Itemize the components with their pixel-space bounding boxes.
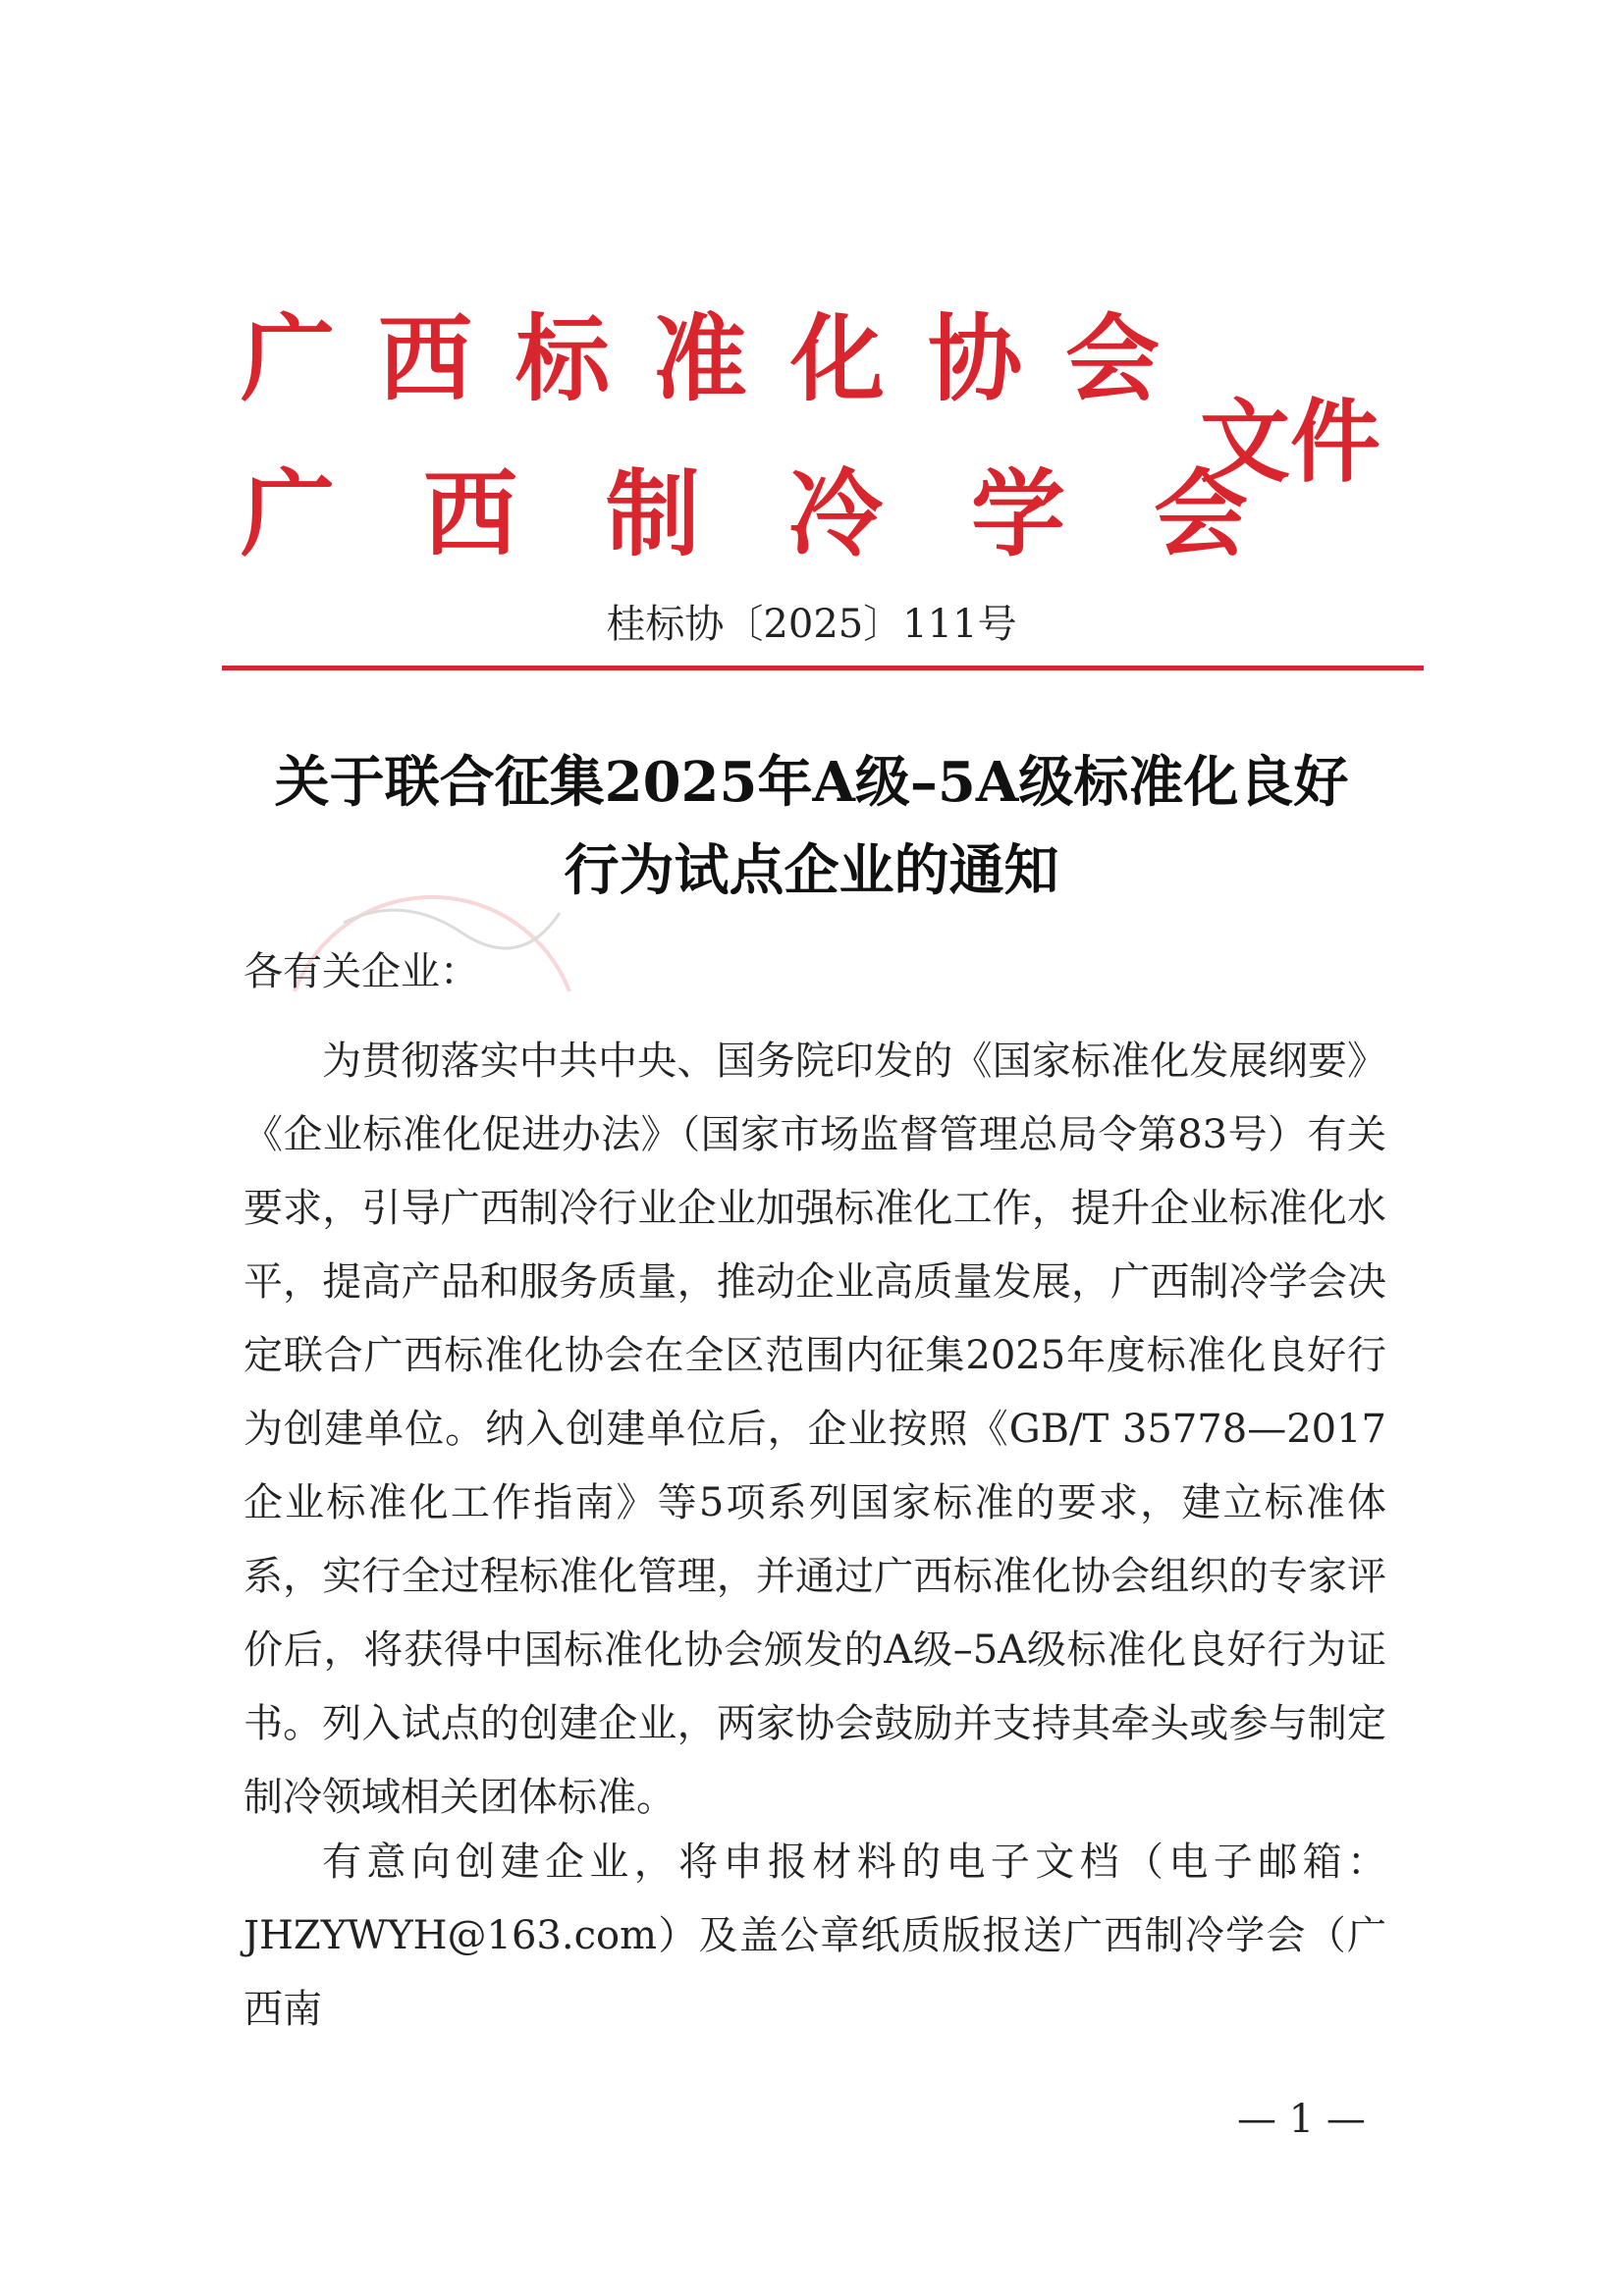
issuing-org-2: 广西制冷学会	[241, 458, 1336, 569]
salutation: 各有关企业：	[243, 949, 479, 994]
red-divider-line	[222, 666, 1424, 670]
notice-title-line-1: 关于联合征集2025年A级–5A级标准化良好	[274, 750, 1349, 815]
notice-title	[196, 738, 1427, 915]
document-kind-label: 文件	[1200, 389, 1381, 495]
issuing-org-1: 广西标准化协会	[241, 303, 1203, 414]
page-number: — 1 —	[1237, 2097, 1366, 2142]
notice-title-line-2: 行为试点企业的通知	[564, 838, 1059, 903]
body-paragraph-1: 为贯彻落实中共中央、国务院印发的《国家标准化发展纲要》《企业标准化促进办法》（国家市场监督管理总局令第83号）有关要求，引导广西制冷行业企业加强标准化工作，提升企业标准化水平，提高产品和服务质量，推动企业高质量发展，广西制冷学会决定联合广西标准化协会在全区范围内征集2025年度标准化良好行为创建单位。纳入创建单位后，企业按照《GB/T 35778—2017 企业标准化工作指南》等5项系列国家标准的要求，建立标准体系，实行全过程标准化管理，并通过广西标准化协会组织的专家评价后，将获得中国标准化协会颁发的A级–5A级标准化良好行为证书。列入试点的创建企业，两家协会鼓励并支持其牵头或参与制定制冷领域相关团体标准。	[243, 1039, 1386, 1820]
body-paragraph-2: 有意向创建企业，将申报材料的电子文档（电子邮箱：JHZYWYH@163.com）及盖公章纸质版报送广西制冷学会（广西南	[243, 1840, 1386, 2032]
document-number: 桂标协〔2025〕111号	[606, 602, 1017, 647]
